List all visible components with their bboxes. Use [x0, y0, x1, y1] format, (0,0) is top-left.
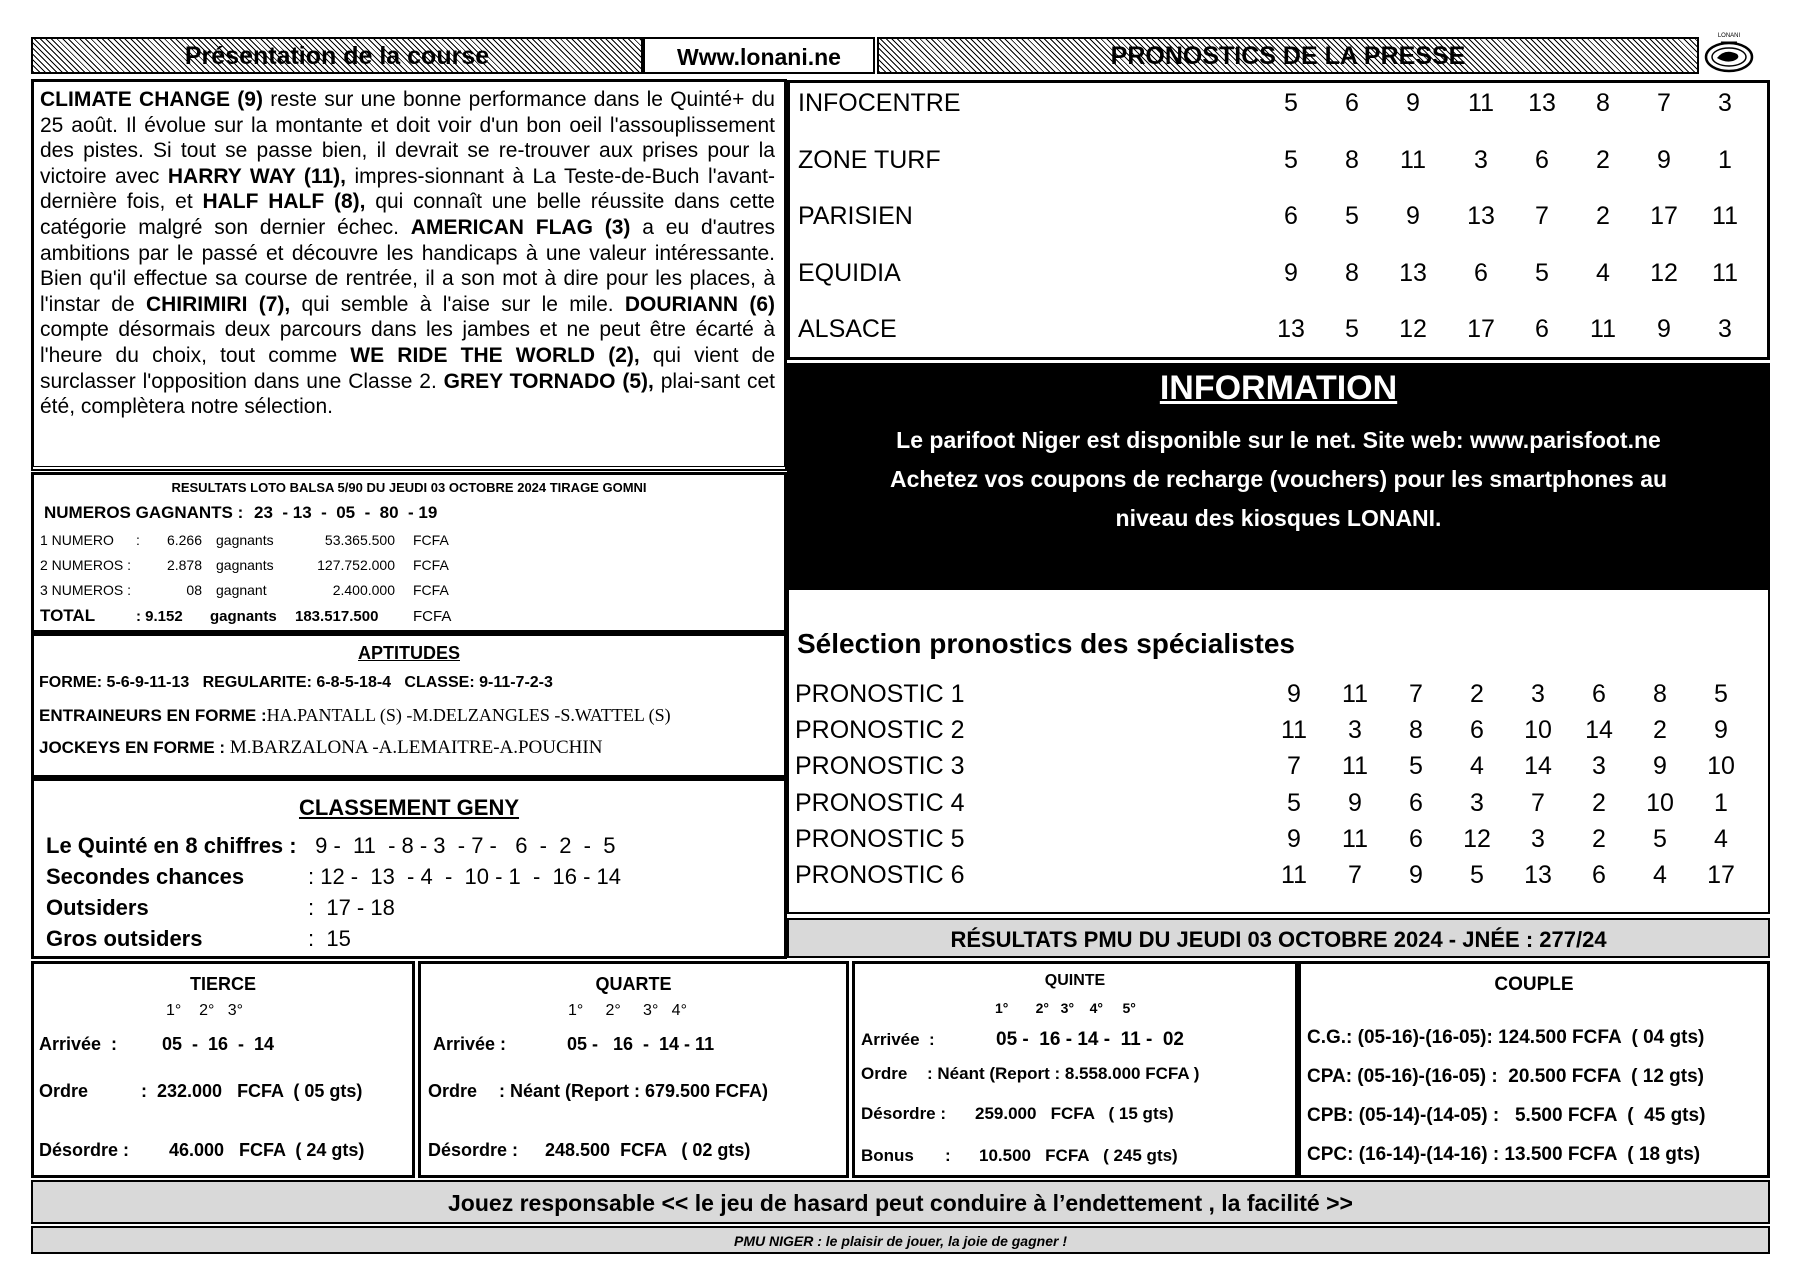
loto-box — [31, 472, 787, 633]
loto-total-amount: 183.517.500 — [295, 608, 379, 625]
press-number: 13 — [1277, 315, 1305, 343]
presentation-divider — [31, 466, 787, 471]
quarte-box — [418, 961, 849, 1178]
pronostic-number: 11 — [1342, 680, 1368, 708]
website-link[interactable]: Www.lonani.ne — [677, 44, 841, 70]
specialists-box — [787, 588, 1770, 914]
pronostic-row — [789, 861, 1768, 891]
pronostic-number: 3 — [1592, 752, 1606, 781]
pronostic-number: 3 — [1531, 680, 1545, 708]
pronostic-number: 6 — [1409, 788, 1423, 817]
geny-row-value: : 12 - 13 - 4 - 10 - 1 - 16 - 14 — [308, 864, 622, 889]
couple-row: CPA: (05-16)-(16-05) : 20.500 FCFA ( 12 gts) — [1307, 1066, 1704, 1087]
slogan-banner — [31, 1226, 1770, 1254]
quinte-bonus: : 10.500 FCFA ( 245 gts) — [945, 1146, 1178, 1165]
aptitudes-title: APTITUDES — [357, 643, 460, 663]
pronostic-number: 2 — [1470, 680, 1484, 708]
pronostic-name: PRONOSTIC 1 — [795, 680, 965, 708]
pronostic-name: PRONOSTIC 6 — [795, 861, 965, 889]
press-pronostics-box — [787, 80, 1770, 360]
quinte-box — [852, 961, 1298, 1178]
geny-title: CLASSEMENT GENY — [298, 795, 520, 820]
pronostic-number: 14 — [1524, 752, 1552, 781]
presentation-segment: a eu d'autres ambitions par le passé et découvre les handicaps à une valeur intéressante. Bien qu'il effectue sa course de rentrée, il a son mot à dire pour les places, à l'instar de — [40, 215, 775, 316]
pronostic-row — [789, 825, 1768, 855]
quarte-ordre: : Néant (Report : 679.500 FCFA) — [499, 1081, 769, 1101]
pronostic-number: 3 — [1531, 824, 1545, 853]
pronostic-number: 9 — [1714, 716, 1728, 745]
press-number: 5 — [1345, 315, 1359, 343]
horse-name: CLIMATE CHANGE (9) — [40, 88, 263, 111]
pronostic-number: 6 — [1592, 680, 1606, 708]
pmu-results-header — [787, 918, 1770, 958]
jockeys-label: JOCKEYS EN FORME : — [39, 738, 226, 757]
loto-row-label: 1 NUMERO — [40, 532, 114, 548]
couple-row: C.G.: (05-16)-(16-05): 124.500 FCFA ( 04 gts) — [1307, 1027, 1705, 1048]
press-number: 13 — [1528, 89, 1556, 117]
geny-row-label: Le Quinté en 8 chiffres : — [46, 833, 297, 858]
press-number: 5 — [1284, 145, 1298, 174]
tierce-box — [31, 961, 415, 1178]
pronostic-number: 9 — [1348, 788, 1362, 817]
press-number: 8 — [1345, 145, 1359, 174]
loto-winning-label: NUMEROS GAGNANTS : — [44, 503, 244, 522]
quinte-ordre-label: Ordre — [861, 1064, 908, 1083]
quarte-arrivee: 05 - 16 - 14 - 11 — [567, 1034, 715, 1054]
loto-total — [40, 606, 780, 628]
pronostic-row — [789, 716, 1768, 746]
pronostic-number: 6 — [1592, 861, 1606, 889]
press-number: 11 — [1468, 89, 1494, 117]
presentation-segment: impres-sionnant à La Teste-de-Buch l'avant-dernière fois, et — [40, 164, 775, 214]
tierce-title: TIERCE — [189, 974, 256, 994]
horse-name: CHIRIMIRI (7), — [145, 292, 291, 316]
press-number: 8 — [1345, 258, 1359, 287]
loto-row-count: 6.266 — [166, 532, 202, 548]
pronostic-row — [789, 680, 1768, 710]
entraineurs-value: HA.PANTALL (S) -M.DELZANGLES -S.WATTEL (S) — [266, 705, 671, 725]
press-number: 9 — [1284, 258, 1298, 287]
presentation-text — [40, 87, 775, 420]
quinte-arrivee: 05 - 16 - 14 - 11 - 02 — [996, 1029, 1184, 1050]
pronostic-number: 12 — [1463, 824, 1491, 853]
website-box — [643, 37, 875, 74]
couple-box — [1298, 961, 1770, 1178]
pmu-results-title: RÉSULTATS PMU DU JEUDI 03 OCTOBRE 2024 - JNÉE : 277/24 — [950, 927, 1607, 952]
quinte-desordre: 259.000 FCFA ( 15 gts) — [975, 1104, 1174, 1123]
pronostic-number: 4 — [1714, 824, 1728, 853]
pronostic-row — [789, 789, 1768, 819]
press-number: 11 — [1712, 258, 1738, 287]
press-number: 9 — [1406, 89, 1420, 117]
pronostic-number: 9 — [1653, 752, 1667, 781]
geny-row-label: Secondes chances — [46, 864, 245, 889]
tierce-desordre: 46.000 FCFA ( 24 gts) — [169, 1140, 365, 1160]
press-row — [790, 259, 1767, 299]
press-number: 4 — [1596, 258, 1610, 287]
loto-row-count: 2.878 — [166, 557, 202, 573]
geny-box — [31, 778, 787, 959]
press-number: 11 — [1400, 145, 1426, 174]
geny-row-value: 9 - 11 - 8 - 3 - 7 - 6 - 2 - 5 — [309, 833, 616, 858]
loto-row-currency: FCFA — [413, 557, 449, 573]
loto-row-count: 08 — [186, 582, 202, 598]
pronostic-number: 7 — [1531, 788, 1545, 817]
press-number: 12 — [1650, 258, 1678, 287]
tierce-ordre: : 232.000 FCFA ( 05 gts) — [141, 1081, 363, 1101]
tierce-arrivee-label: Arrivée : — [39, 1034, 118, 1054]
pronostic-number: 13 — [1524, 861, 1552, 889]
pronostic-number: 5 — [1714, 680, 1728, 708]
pronostic-number: 5 — [1470, 861, 1484, 889]
loto-row-currency: FCFA — [413, 532, 449, 548]
quinte-ordre: : Néant (Report : 8.558.000 FCFA ) — [927, 1064, 1200, 1083]
pronostic-number: 11 — [1342, 752, 1368, 781]
loto-row-sep: : — [136, 532, 140, 548]
tierce-desordre-label: Désordre : — [39, 1140, 130, 1160]
pronostic-number: 11 — [1281, 861, 1307, 889]
horse-name: GREY TORNADO (5), — [443, 369, 654, 393]
press-number: 6 — [1345, 89, 1359, 117]
specialists-title: Sélection pronostics des spécialistes — [797, 628, 1295, 659]
horse-name: AMERICAN FLAG (3) — [410, 215, 631, 239]
pronostic-number: 10 — [1524, 716, 1552, 745]
loto-row-word: gagnants — [216, 532, 274, 548]
press-number: 2 — [1596, 145, 1610, 174]
press-number: 9 — [1657, 315, 1671, 343]
pronostic-number: 10 — [1707, 752, 1735, 781]
pronostic-number: 10 — [1646, 788, 1674, 817]
aptitudes-entraineurs — [39, 705, 671, 726]
pronostic-number: 8 — [1409, 716, 1423, 745]
press-source-name: ZONE TURF — [798, 145, 941, 174]
press-row — [790, 146, 1767, 186]
quarte-arrivee-label: Arrivée : — [433, 1034, 507, 1054]
aptitudes-jockeys — [39, 737, 602, 759]
press-row — [790, 315, 1767, 355]
presentation-segment: qui semble à l'aise sur le mile. — [290, 292, 625, 316]
presentation-segment: plai-sant cet été, complètera notre sélection. — [40, 369, 776, 419]
tierce-ordre-label: Ordre — [39, 1081, 89, 1101]
loto-row-word: gagnant — [216, 582, 267, 598]
pronostic-number: 2 — [1592, 824, 1606, 853]
entraineurs-label: ENTRAINEURS EN FORME : — [39, 706, 267, 725]
information-line-2: Achetez vos coupons de recharge (vouchers) pour les smartphones au — [889, 466, 1668, 492]
information-title: INFORMATION — [1159, 369, 1398, 407]
press-source-name: PARISIEN — [798, 202, 913, 230]
loto-total-word: gagnants — [210, 608, 277, 625]
loto-row-amount: 127.752.000 — [317, 557, 395, 573]
pronostic-name: PRONOSTIC 3 — [795, 752, 965, 781]
loto-row-amount: 53.365.500 — [324, 532, 395, 548]
loto-row-amount: 2.400.000 — [332, 582, 395, 598]
press-number: 5 — [1345, 202, 1359, 230]
loto-total-currency: FCFA — [413, 608, 452, 625]
loto-row — [40, 557, 780, 577]
press-header — [877, 37, 1699, 74]
press-number: 6 — [1535, 315, 1549, 343]
tierce-arrivee: 05 - 16 - 14 — [162, 1034, 275, 1054]
pronostic-number: 14 — [1585, 716, 1613, 745]
horse-name: HALF HALF (8), — [202, 190, 366, 214]
horse-name: DOURIANN (6) — [624, 292, 775, 316]
press-number: 17 — [1467, 315, 1495, 343]
pronostic-number: 7 — [1409, 680, 1423, 708]
horse-name: WE RIDE THE WORLD (2), — [350, 343, 640, 367]
pronostic-name: PRONOSTIC 5 — [795, 824, 965, 853]
geny-row — [46, 864, 766, 892]
geny-row-value: : 15 — [308, 926, 351, 951]
pronostic-number: 8 — [1653, 680, 1667, 708]
press-number: 13 — [1467, 202, 1495, 230]
press-number: 13 — [1399, 258, 1427, 287]
geny-row — [46, 895, 766, 923]
loto-title: RESULTATS LOTO BALSA 5/90 DU JEUDI 03 OCTOBRE 2024 TIRAGE GOMNI — [171, 480, 647, 495]
pronostic-number: 6 — [1409, 824, 1423, 853]
geny-row-label: Gros outsiders — [46, 926, 203, 951]
presentation-segment: qui vient de surclasser l'opposition dans une Classe 2. — [40, 343, 775, 393]
press-row — [790, 202, 1767, 242]
tierce-places: 1° 2° 3° — [166, 1002, 244, 1019]
press-number: 5 — [1535, 258, 1549, 287]
presentation-segment: reste sur une bonne performance dans le Quinté+ du 25 août. Il évolue sur la montante et doit voir d'un bon oeil l'assouplissement des pistes. Si tout se passe bien, il devrait se re-trouver aux prises pour la victoire avec — [40, 88, 775, 188]
information-line-1: Le parifoot Niger est disponible sur le net. Site web: www.parisfoot.ne — [896, 427, 1661, 453]
lonani-logo — [1703, 33, 1755, 74]
couple-row: CPB: (05-14)-(14-05) : 5.500 FCFA ( 45 gts) — [1307, 1105, 1706, 1126]
press-number: 2 — [1596, 202, 1610, 230]
slogan-text: PMU NIGER : le plaisir de jouer, la joie de gagner ! — [734, 1233, 1067, 1249]
pronostic-number: 5 — [1409, 752, 1423, 781]
geny-row — [46, 833, 766, 861]
quarte-places: 1° 2° 3° 4° — [568, 1002, 687, 1019]
press-number: 3 — [1474, 145, 1488, 174]
aptitudes-box — [31, 633, 787, 778]
press-source-name: INFOCENTRE — [798, 89, 961, 117]
pronostic-number: 7 — [1348, 861, 1362, 889]
press-number: 6 — [1284, 202, 1298, 230]
pronostic-number: 3 — [1348, 716, 1362, 745]
press-number: 17 — [1650, 202, 1678, 230]
press-number: 9 — [1657, 145, 1671, 174]
geny-row — [46, 926, 766, 954]
quarte-ordre-label: Ordre — [428, 1081, 478, 1101]
pronostic-number: 6 — [1470, 716, 1484, 745]
press-number: 8 — [1596, 89, 1610, 117]
press-source-name: EQUIDIA — [798, 258, 901, 287]
pronostic-number: 9 — [1409, 861, 1423, 889]
loto-total-label: TOTAL — [40, 606, 96, 625]
pronostic-number: 5 — [1653, 824, 1667, 853]
pronostic-row — [789, 752, 1768, 782]
press-number: 1 — [1718, 145, 1732, 174]
loto-row-label: 3 NUMEROS : — [40, 582, 132, 598]
pronostic-number: 7 — [1287, 752, 1301, 781]
pronostic-number: 4 — [1653, 861, 1667, 889]
jockeys-value: M.BARZALONA -A.LEMAITRE-A.POUCHIN — [225, 737, 603, 758]
press-number: 11 — [1712, 202, 1738, 230]
quarte-title: QUARTE — [595, 974, 672, 994]
pronostic-number: 2 — [1592, 788, 1606, 817]
pronostic-number: 11 — [1342, 824, 1368, 853]
responsible-banner — [31, 1180, 1770, 1224]
geny-row-value: : 17 - 18 — [308, 895, 395, 920]
pronostic-number: 9 — [1287, 824, 1301, 853]
pronostic-number: 9 — [1287, 680, 1301, 708]
couple-title: COUPLE — [1494, 974, 1574, 995]
quinte-arrivee-label: Arrivée : — [861, 1030, 935, 1049]
press-number: 7 — [1535, 202, 1549, 230]
press-number: 6 — [1535, 145, 1549, 174]
quinte-desordre-label: Désordre : — [861, 1104, 947, 1123]
press-number: 3 — [1718, 315, 1732, 343]
quarte-desordre-label: Désordre : — [428, 1140, 519, 1160]
pronostic-number: 5 — [1287, 788, 1301, 817]
press-number: 11 — [1590, 315, 1616, 343]
quarte-desordre: 248.500 FCFA ( 02 gts) — [545, 1140, 751, 1160]
loto-winning — [44, 503, 437, 523]
responsible-text: Jouez responsable << le jeu de hasard peut conduire à l’endettement , la facilité >> — [448, 1190, 1353, 1216]
geny-row-label: Outsiders — [46, 895, 149, 920]
pronostic-number: 4 — [1470, 752, 1484, 781]
pronostic-number: 3 — [1470, 788, 1484, 817]
couple-row: CPC: (16-14)-(14-16) : 13.500 FCFA ( 18 gts) — [1307, 1144, 1701, 1165]
pronostic-number: 11 — [1281, 716, 1307, 745]
presentation-segment: compte désormais deux parcours dans les jambes et ne peut être écarté à l'heure du choix, tout comme — [40, 318, 775, 367]
loto-row-label: 2 NUMEROS : — [40, 557, 132, 573]
presentation-title: Présentation de la course — [184, 42, 490, 70]
loto-row-currency: FCFA — [413, 582, 449, 598]
information-panel — [787, 363, 1770, 588]
pronostic-number: 17 — [1707, 861, 1735, 889]
information-line-3: niveau des kiosques LONANI. — [1115, 505, 1442, 531]
presentation-segment: qui connaît une belle réussite dans cette catégorie malgré son dernier échec. — [40, 190, 775, 239]
press-number: 9 — [1406, 202, 1420, 230]
loto-row — [40, 582, 780, 602]
pronostic-name: PRONOSTIC 4 — [795, 788, 965, 817]
pronostic-number: 2 — [1653, 716, 1667, 745]
pronostic-number: 1 — [1714, 788, 1728, 817]
horse-name: HARRY WAY (11), — [167, 164, 346, 188]
press-row — [790, 89, 1767, 129]
loto-total-count: : 9.152 — [136, 608, 183, 625]
loto-row-word: gagnants — [216, 557, 274, 573]
press-number: 5 — [1284, 89, 1298, 117]
press-title: PRONOSTICS DE LA PRESSE — [1110, 42, 1466, 70]
press-number: 6 — [1474, 258, 1488, 287]
pronostic-name: PRONOSTIC 2 — [795, 716, 965, 745]
press-source-name: ALSACE — [798, 315, 897, 343]
press-number: 7 — [1657, 89, 1671, 117]
press-number: 3 — [1718, 89, 1732, 117]
logo-label: LONANI — [1717, 33, 1741, 39]
quinte-title: QUINTE — [1044, 972, 1106, 989]
quinte-bonus-label: Bonus — [861, 1146, 914, 1165]
aptitudes-forme-line: FORME: 5-6-9-11-13 REGULARITE: 6-8-5-18-4 CLASSE: 9-11-7-2-3 — [39, 674, 553, 691]
quinte-places: 1° 2° 3° 4° 5° — [995, 1000, 1136, 1016]
loto-winning-numbers: 23 - 13 - 05 - 80 - 19 — [254, 503, 438, 522]
presentation-header — [31, 37, 643, 74]
loto-row — [40, 532, 780, 552]
press-number: 12 — [1399, 315, 1427, 343]
